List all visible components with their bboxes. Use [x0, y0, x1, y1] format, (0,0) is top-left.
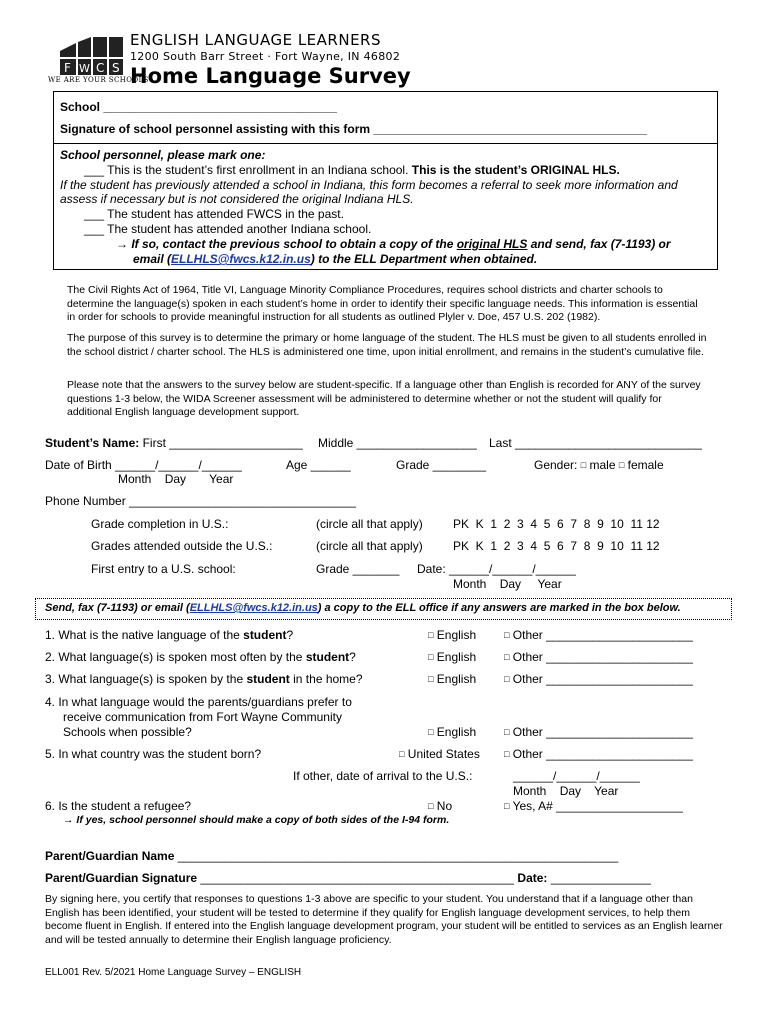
gender-label: Gender: [534, 458, 578, 472]
notice-pre: Send, fax (7-1193) or email ( [45, 602, 190, 614]
entry-date-field[interactable]: Date: ______/______/______ [417, 562, 576, 576]
signature-field[interactable] [60, 122, 647, 136]
mark-one-heading: School personnel, please mark one: [60, 148, 266, 162]
phone-field[interactable]: Phone Number __________________________________ [45, 494, 356, 508]
checkbox-icon: □ [504, 630, 510, 640]
notice-post: ) a copy to the ELL office if any answers are marked in the box below. [317, 602, 681, 614]
grade-completion-label: Grade completion in U.S.: [91, 517, 229, 531]
q3-english-option[interactable] [428, 672, 476, 686]
question-3 [45, 672, 363, 686]
text-segment: ? [286, 628, 294, 642]
grade-completion-options[interactable]: PK K 1 2 3 4 5 6 7 8 9 10 11 12 [453, 517, 660, 531]
signature-line: _________________________________________ [373, 122, 648, 136]
q4-english-option[interactable] [428, 725, 476, 739]
checkbox-icon: □ [504, 727, 510, 737]
question-4-line3: Schools when possible? [63, 725, 192, 739]
guardian-name-field[interactable] [45, 849, 618, 863]
purpose-paragraph: The purpose of this survey is to determine the primary or home language of the student. The HLS must be given to all students enrolled in the school district / charter school. The HLS is administered one time, upon initial enrollment, and remains in the student’s cumulative file. [67, 332, 707, 358]
gender-field [534, 458, 664, 472]
q3-other-option[interactable] [504, 672, 693, 686]
first-entry-label: First entry to a U.S. school: [91, 562, 236, 576]
q6-no-option[interactable] [428, 799, 452, 813]
original-hls-link: original HLS [456, 237, 528, 251]
contact-text-post: and send, fax (7-1193) or [530, 237, 671, 251]
svg-text:S: S [112, 61, 120, 75]
student-name-row [45, 436, 303, 450]
q2-english-option[interactable] [428, 650, 476, 664]
text-segment: student [246, 672, 290, 686]
notice-email-link[interactable]: ELLHLS@fwcs.k12.in.us [189, 602, 318, 614]
guardian-date-line: _______________ [550, 871, 651, 885]
q5-united-states-option[interactable] [399, 747, 480, 761]
question-4-line1: 4. In what language would the parents/guardians prefer to [45, 695, 352, 709]
option-attended-indiana[interactable]: ___ The student has attended another Indiana school. [84, 222, 372, 236]
grades-outside-options[interactable]: PK K 1 2 3 4 5 6 7 8 9 10 11 12 [453, 539, 660, 553]
school-field[interactable] [60, 100, 337, 114]
referral-note-line1: If the student has previously attended a school in Indiana, this form becomes a referral to seek more information and [60, 178, 678, 192]
q5-other-option[interactable] [504, 747, 693, 761]
option-attended-fwcs[interactable]: ___ The student has attended FWCS in the past. [84, 207, 344, 221]
svg-text:W: W [79, 62, 90, 75]
civil-rights-paragraph: The Civil Rights Act of 1964, Title VI, Language Minority Compliance Procedures, requires school districts and charter schools to determine the language(s) spoken in each student’s home in order to identify their specific language needs. This information is essential in order for schools to provide meaningful instruction for all students as outlined Plyler v. Doe, 457 U.S. 202 (1982). [67, 284, 698, 323]
text-segment: Other ______________________ [512, 725, 693, 739]
entry-date-sublabels: Month Day Year [453, 577, 562, 591]
male-checkbox[interactable]: □ [580, 460, 587, 470]
option-blank: ___ [84, 163, 105, 177]
text-segment: United States [407, 747, 480, 761]
checkbox-icon: □ [504, 749, 510, 759]
text-segment: Other ______________________ [512, 747, 693, 761]
form-footer: ELL001 Rev. 5/2021 Home Language Survey – ENGLISH [45, 967, 302, 978]
text-segment: ? [349, 650, 356, 664]
text-segment: 3. What language(s) is spoken by the [45, 672, 247, 686]
signature-label: Signature of school personnel assisting with this form [60, 122, 371, 136]
question-2 [45, 650, 356, 664]
text-segment: student [243, 628, 287, 642]
checkbox-icon: □ [428, 652, 434, 662]
text-segment: Yes, A# ___________________ [512, 799, 683, 813]
text-segment: No [436, 799, 453, 813]
checkbox-icon: □ [428, 801, 434, 811]
option-bold-text: This is the student’s ORIGINAL HLS. [411, 163, 620, 177]
contact-text: → If so, contact the previous school to obtain a copy of the [116, 237, 454, 251]
checkbox-icon: □ [504, 801, 510, 811]
option-text: This is the student’s first enrollment in an Indiana school. [107, 163, 409, 177]
q4-other-option[interactable] [504, 725, 693, 739]
checkbox-icon: □ [504, 674, 510, 684]
female-label: female [627, 458, 664, 472]
circle-all-label-2: (circle all that apply) [316, 539, 423, 553]
text-segment: 1. What is the native language of the [45, 628, 244, 642]
text-segment: English [436, 725, 477, 739]
guardian-name-line: __________________________________________________________________ [177, 849, 619, 863]
first-name-field[interactable]: First ____________________ [142, 436, 303, 450]
note-paragraph: Please note that the answers to the survey below are student-specific. If a language other than English is recorded for ANY of the survey questions 1-3 below, the WIDA Screener assessment will be administered to determine whether or not the student will qualify for additional English language development support. [67, 379, 701, 418]
text-segment: Other ______________________ [512, 672, 693, 686]
text-segment: English [436, 672, 477, 686]
question-4-line2: receive communication from Fort Wayne Community [63, 710, 342, 724]
contact-instruction [116, 237, 671, 251]
grades-outside-label: Grades attended outside the U.S.: [91, 539, 273, 553]
male-label: male [589, 458, 616, 472]
text-segment: English [436, 650, 477, 664]
email-post: ) to the ELL Department when obtained. [310, 252, 538, 266]
guardian-name-label: Parent/Guardian Name [45, 849, 175, 863]
question-5: 5. In what country was the student born? [45, 747, 262, 761]
send-notice [45, 602, 681, 614]
guardian-signature-field[interactable] [45, 871, 651, 885]
q6-yes-option[interactable] [504, 799, 683, 813]
email-link[interactable]: ELLHLS@fwcs.k12.in.us [171, 252, 311, 266]
header-org: ENGLISH LANGUAGE LEARNERS [130, 31, 381, 49]
text-segment: Other ______________________ [512, 628, 693, 642]
dob-sublabels: Month Day Year [118, 472, 234, 486]
svg-text:F: F [64, 61, 71, 75]
question-1 [45, 628, 293, 642]
middle-name-field[interactable]: Middle __________________ [318, 436, 477, 450]
checkbox-icon: □ [399, 749, 405, 759]
q1-english-option[interactable] [428, 628, 476, 642]
certify-paragraph: By signing here, you certify that responses to questions 1-3 above are specific to your student. You understand that if a language other than English has been identified, your student will be tested to determine if they qualify for English language development services, to help them become fluent in English. If entered into the English language development program, your student will be entitled to services as an English learner and will be tested annually to determine their English language proficiency. [45, 893, 723, 946]
grade-field[interactable]: Grade ________ [396, 458, 487, 472]
text-segment: student [305, 650, 350, 664]
box-divider [53, 143, 718, 144]
age-field[interactable]: Age ______ [286, 458, 351, 472]
q2-other-option[interactable] [504, 650, 693, 664]
last-name-field[interactable]: Last ____________________________ [489, 436, 702, 450]
q1-other-option[interactable] [504, 628, 693, 642]
guardian-signature-line: _______________________________________________ [200, 871, 515, 885]
checkbox-icon: □ [428, 727, 434, 737]
email-pre: email ( [133, 252, 172, 266]
arrival-date-label: If other, date of arrival to the U.S.: [293, 769, 473, 783]
email-instruction [133, 252, 537, 266]
dob-field[interactable]: Date of Birth ______/______/______ [45, 458, 242, 472]
option-first-enrollment[interactable] [84, 163, 620, 177]
guardian-date-label: Date: [517, 871, 548, 885]
checkbox-icon: □ [428, 630, 434, 640]
fwcs-logo-icon [58, 37, 124, 75]
student-name-label: Student’s Name: [45, 436, 140, 450]
entry-grade-field[interactable]: Grade _______ [316, 562, 400, 576]
question-6: 6. Is the student a refugee? [45, 799, 192, 813]
i94-note: → If yes, school personnel should make a copy of both sides of the I-94 form. [63, 814, 450, 826]
text-segment: English [436, 628, 477, 642]
school-line: ___________________________________ [103, 100, 337, 114]
arrival-date-field[interactable]: ______/______/______ [513, 769, 640, 783]
text-segment: 2. What language(s) is spoken most often by the [45, 650, 306, 664]
circle-all-label: (circle all that apply) [316, 517, 423, 531]
text-segment: in the home? [289, 672, 363, 686]
referral-note-line2: assess if necessary but is not considered the original Indiana HLS. [60, 192, 414, 206]
arrival-date-sublabels: Month Day Year [513, 784, 619, 798]
female-checkbox[interactable]: □ [618, 460, 625, 470]
logo-tagline: WE ARE YOUR SCHOOLS [48, 76, 149, 84]
checkbox-icon: □ [504, 652, 510, 662]
guardian-signature-label: Parent/Guardian Signature [45, 871, 198, 885]
checkbox-icon: □ [428, 674, 434, 684]
svg-text:C: C [96, 61, 105, 75]
text-segment: Other ______________________ [512, 650, 693, 664]
header-address: 1200 South Barr Street · Fort Wayne, IN 46802 [130, 50, 401, 63]
page-title: Home Language Survey [130, 64, 411, 88]
school-label: School [60, 100, 101, 114]
